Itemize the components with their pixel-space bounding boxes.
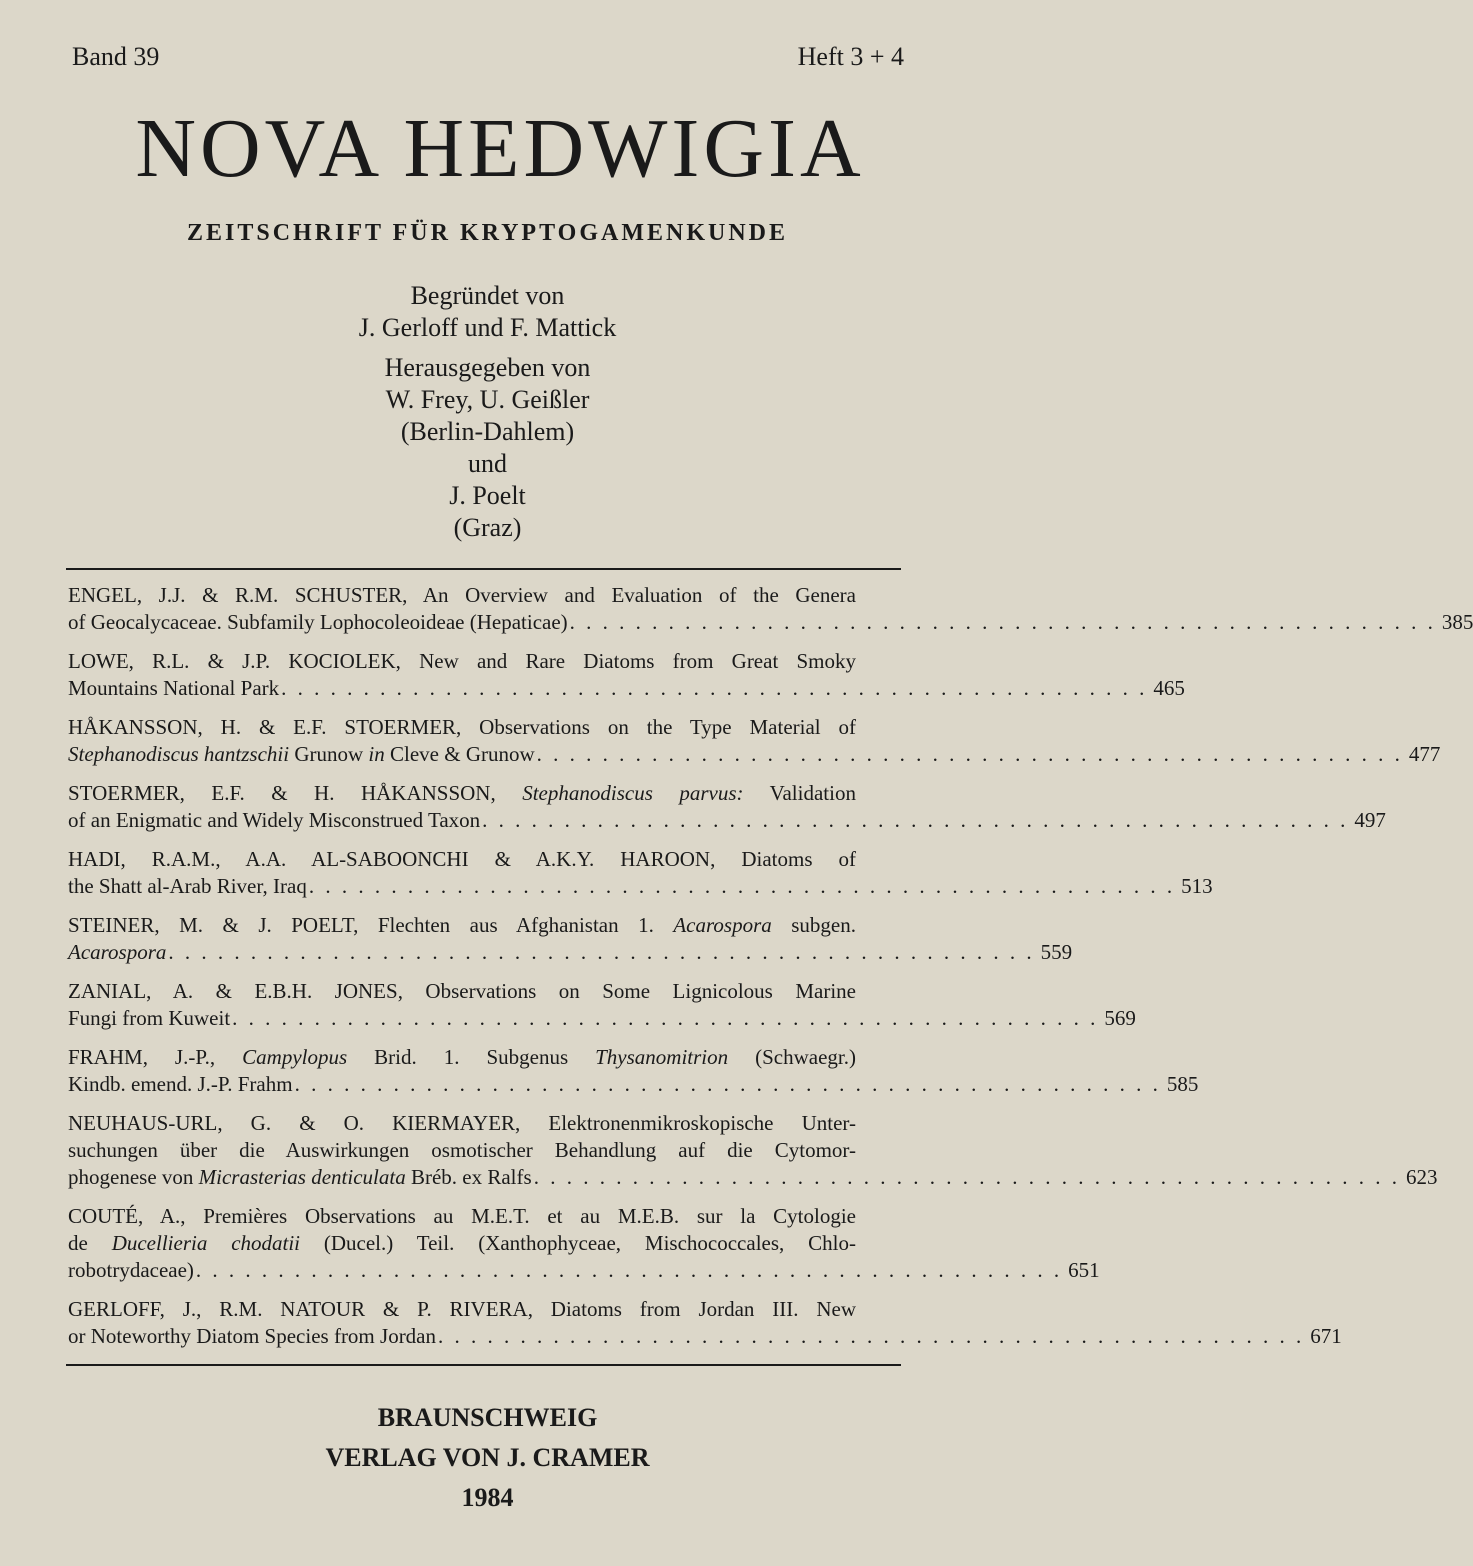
toc-entry-line: robotrydaceae) <box>68 1258 194 1282</box>
toc-entry: STEINER, M. & J. POELT, Flechten aus Afghanistan 1. Acarospora subgen. Acarospora . . . . . . . . . . . . . . . . . . . . . . . . . . . . . . . . . . . . . . . . . . . . . . . . . . . . . 559 <box>68 913 1073 964</box>
toc-entry-line: or Noteworthy Diatom Species from Jordan <box>68 1324 437 1348</box>
issue-label: Heft 3 + 4 <box>797 42 904 71</box>
publication-year: 1984 <box>461 1483 514 1512</box>
toc-entry-line: the Shatt al-Arab River, Iraq <box>68 874 307 898</box>
top-rule <box>66 568 901 570</box>
edited-label: Herausgegeben von <box>384 353 591 382</box>
publisher-block <box>0 1398 975 1518</box>
publisher-city: BRAUNSCHWEIG <box>377 1403 598 1432</box>
toc-entry: STOERMER, E.F. & H. HÅKANSSON, Stephanodiscus parvus: Validation of an Enigmatic and Widely Misconstrued Taxon . . . . . . . . . . . . . . . . . . . . . . . . . . . . . . . . . . . . . . . . . . . . . . . . . . . . . 497 <box>68 781 1386 832</box>
editors-block <box>0 280 975 544</box>
editors-2-place: (Graz) <box>453 513 522 542</box>
toc-page-number: 569 <box>1104 1006 1136 1030</box>
toc-entry: ZANIAL, A. & E.B.H. JONES, Observations on Some Lignicolous Marine Fungi from Kuweit . . . . . . . . . . . . . . . . . . . . . . . . . . . . . . . . . . . . . . . . . . . . . . . . . . . . . 569 <box>68 979 1136 1030</box>
toc-entry: FRAHM, J.-P., Campylopus Brid. 1. Subgenus Thysanomitrion (Schwaegr.) Kindb. emend. J.-P. Frahm . . . . . . . . . . . . . . . . . . . . . . . . . . . . . . . . . . . . . . . . . . . . . . . . . . . . . 585 <box>68 1045 1199 1096</box>
toc-entry-line: STOERMER, E.F. & H. HÅKANSSON, Stephanodiscus parvus: Validation <box>68 781 856 805</box>
toc-entry-line: ZANIAL, A. & E.B.H. JONES, Observations on Some Lignicolous Marine <box>68 979 856 1003</box>
toc-entry-line: GERLOFF, J., R.M. NATOUR & P. RIVERA, Diatoms from Jordan III. New <box>68 1297 856 1321</box>
founded-label: Begründet von <box>410 281 565 310</box>
toc-page-number: 623 <box>1405 1165 1438 1189</box>
toc-entry: GERLOFF, J., R.M. NATOUR & P. RIVERA, Diatoms from Jordan III. New or Noteworthy Diatom Species from Jordan . . . . . . . . . . . . . . . . . . . . . . . . . . . . . . . . . . . . . . . . . . . . . . . . . . . . . 671 <box>68 1297 1342 1348</box>
toc-page-number: 585 <box>1166 1072 1199 1096</box>
toc-page-number: 477 <box>1408 742 1441 766</box>
journal-subtitle: ZEITSCHRIFT FÜR KRYPTOGAMENKUNDE <box>187 220 788 246</box>
toc-page-number: 385 <box>1441 610 1473 634</box>
toc-entry-line: Acarospora <box>68 940 167 964</box>
toc-page-number: 465 <box>1153 676 1185 700</box>
taxon-name: Campylopus <box>242 1045 348 1069</box>
editors-1-place: (Berlin-Dahlem) <box>400 417 575 446</box>
toc-entry: ENGEL, J.J. & R.M. SCHUSTER, An Overview and Evaluation of the Genera of Geocalycaceae. Subfamily Lophocoleoideae (Hepaticae) . . . . . . . . . . . . . . . . . . . . . . . . . . . . . . . . . . . . . . . . . . . . . . . . . . . . . 385 <box>68 583 1473 634</box>
header-line <box>72 42 904 72</box>
toc-page-number: 671 <box>1310 1324 1342 1348</box>
taxon-name: Stephanodiscus hantzschii <box>68 742 290 766</box>
toc-entry: HADI, R.A.M., A.A. AL-SABOONCHI & A.K.Y. HAROON, Diatoms of the Shatt al-Arab River, Iraq . . . . . . . . . . . . . . . . . . . . . . . . . . . . . . . . . . . . . . . . . . . . . . . . . . . . . 513 <box>68 847 1213 898</box>
toc-entry-line: NEUHAUS-URL, G. & O. KIERMAYER, Elektronenmikroskopische Unter- <box>68 1111 856 1135</box>
toc-entry-line: of an Enigmatic and Widely Misconstrued Taxon <box>68 808 481 832</box>
toc-entry: LOWE, R.L. & J.P. KOCIOLEK, New and Rare Diatoms from Great Smoky Mountains National Park . . . . . . . . . . . . . . . . . . . . . . . . . . . . . . . . . . . . . . . . . . . . . . . . . . . . . 465 <box>68 649 1185 700</box>
toc-page-number: 559 <box>1040 940 1073 964</box>
toc-entry: COUTÉ, A., Premières Observations au M.E.T. et au M.E.B. sur la Cytologie de Ducellieria chodatii (Ducel.) Teil. (Xanthophyceae, Mischococcales, Chlo- robotrydaceae) . . . . . . . . . . . . . . . . . . . . . . . . . . . . . . . . . . . . . . . . . . . . . . . . . . . . . 651 <box>68 1204 1100 1282</box>
toc-page-number: 651 <box>1068 1258 1100 1282</box>
toc-page-number: 513 <box>1181 874 1213 898</box>
taxon-name: Stephanodiscus parvus: <box>522 781 744 805</box>
taxon-name: Acarospora <box>673 913 772 937</box>
toc-entry-line: HADI, R.A.M., A.A. AL-SABOONCHI & A.K.Y. HAROON, Diatoms of <box>68 847 856 871</box>
editors-conj: und <box>468 449 507 478</box>
toc-page-number: 497 <box>1354 808 1386 832</box>
toc-entry: NEUHAUS-URL, G. & O. KIERMAYER, Elektronenmikroskopische Unter- suchungen über die Auswirkungen osmotischer Behandlung auf die Cytomor- phogenese von Micrasterias denticulata Bréb. ex Ralfs . . . . . . . . . . . . . . . . . . . . . . . . . . . . . . . . . . . . . . . . . . . . . . . . . . . . . 623 <box>68 1111 1438 1189</box>
toc-entry-line: LOWE, R.L. & J.P. KOCIOLEK, New and Rare Diatoms from Great Smoky <box>68 649 856 673</box>
toc-entry-line: HÅKANSSON, H. & E.F. STOERMER, Observations on the Type Material of <box>68 715 856 739</box>
toc-entry-line: Fungi from Kuweit <box>68 1006 231 1030</box>
toc-entry-line: COUTÉ, A., Premières Observations au M.E.T. et au M.E.B. sur la Cytologie <box>68 1204 856 1228</box>
toc-entry: HÅKANSSON, H. & E.F. STOERMER, Observations on the Type Material of Stephanodiscus hantzschii Grunow in Cleve & Grunow . . . . . . . . . . . . . . . . . . . . . . . . . . . . . . . . . . . . . . . . . . . . . . . . . . . . . 477 <box>68 715 1441 766</box>
toc-entry-line: FRAHM, J.-P., Campylopus Brid. 1. Subgenus Thysanomitrion (Schwaegr.) <box>68 1045 856 1069</box>
toc-entry-line: STEINER, M. & J. POELT, Flechten aus Afghanistan 1. Acarospora subgen. <box>68 913 856 937</box>
journal-title: NOVA HEDWIGIA <box>135 102 865 195</box>
toc-entry-line: of Geocalycaceae. Subfamily Lophocoleoideae (Hepaticae) <box>68 610 568 634</box>
volume-label: Band 39 <box>72 42 160 71</box>
publisher-name: VERLAG VON J. CRAMER <box>325 1443 650 1472</box>
taxon-name: Micrasterias denticulata <box>198 1165 406 1189</box>
founders: J. Gerloff und F. Mattick <box>358 313 617 342</box>
toc-entry-line: de Ducellieria chodatii (Ducel.) Teil. (Xanthophyceae, Mischococcales, Chlo- <box>68 1231 856 1255</box>
toc-entry-line: Kindb. emend. J.-P. Frahm <box>68 1072 293 1096</box>
editors-1: W. Frey, U. Geißler <box>385 385 590 414</box>
toc-entry-line: suchungen über die Auswirkungen osmotischer Behandlung auf die Cytomor- <box>68 1138 856 1162</box>
toc-entry-line: ENGEL, J.J. & R.M. SCHUSTER, An Overview and Evaluation of the Genera <box>68 583 856 607</box>
taxon-name: Ducellieria chodatii <box>111 1231 301 1255</box>
toc-entry-line: Mountains National Park <box>68 676 280 700</box>
editors-2: J. Poelt <box>449 481 526 510</box>
table-of-contents <box>68 582 1473 1362</box>
bottom-rule <box>66 1364 901 1366</box>
